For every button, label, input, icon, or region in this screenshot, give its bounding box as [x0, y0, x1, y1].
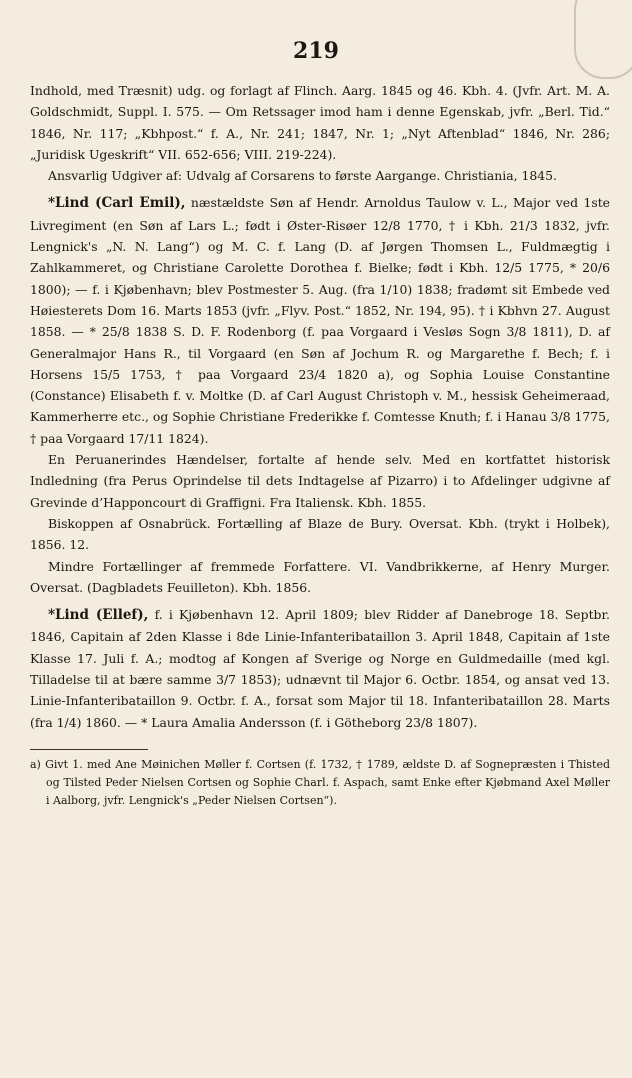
page-body [30, 80, 610, 810]
entry-lind-ellef [30, 604, 610, 733]
paragraph-peruanerinde: En Peruanerindes Hændelser, fortalte af hende selv. Med en kortfattet historisk Indledning (fra Perus Oprindelse til dets Indtagelse af Pizarro) i to Afdelinger udgivne af Grevinde d’Happoncourt di Graffigni. Fra Italiensk. Kbh. 1855. [30, 452, 610, 510]
footnote: a) Givt 1. med Ane Møinichen Møller f. Cortsen (f. 1732, † 1789, ældste D. af Sognepræsten i Thisted og Tilsted Peder Nielsen Cortsen og Sophie Charl. f. Aspach, samt Enke efter Kjøbmand Axel Møller i Aalborg, jvfr. Lengnick's „Peder Nielsen Cortsen“). [30, 757, 610, 807]
entry-text: f. i Kjøbenhavn 12. April 1809; blev Ridder af Danebroge 18. Septbr. 1846, Capitain af 2den Klasse i 8de Linie-Infanteribataillon 3. April 1848, Capitain af 1ste Klasse 17. Juli f. A.; modtog af Kongen af Sverige og Norge en Guldmedaille (med kgl. Tilladelse til at bære samme 3/7 1853); udnævnt til Major 6. Octbr. 1854, og ansat ved 13. Linie-Infanteribataillon 9. Octbr. f. A., forsat som Major til 18. Infanteribataillon 28. Marts (fra 1/4) 1860. — * Laura Amalia Andersson (f. i Götheborg 23/8 1807). [30, 607, 610, 730]
paragraph-continuation: Indhold, med Træsnit) udg. og forlagt af Flinch. Aarg. 1845 og 46. Kbh. 4. (Jvfr. Art. M. A. Goldschmidt, Suppl. I. 575. — Om Retssager imod ham i denne Egenskab, jvfr. „Berl. Tid.“ 1846, Nr. 117; „Kbhpost.“ f. A., Nr. 241; 1847, Nr. 1; „Nyt Aftenblad“ 1846, Nr. 286; „Juridisk Ugeskrift“ VII. 652-656; VIII. 219-224). [30, 83, 610, 162]
entry-heading: *Lind (Carl Emil), [48, 195, 186, 212]
paragraph-biskoppen: Biskoppen af Osnabrück. Fortælling af Blaze de Bury. Oversat. Kbh. (trykt i Holbek), 1856. 12. [30, 515, 610, 553]
footnote-divider [30, 749, 148, 750]
entry-text: næstældste Søn af Hendr. Arnoldus Taulow v. L., Major ved 1ste Livregiment (en Søn af Lars L.; født i Øster-Risøer 12/8 1770, † i Kbh. 21/3 1832, jvfr. Lengnick's „N. N. Lang“) og M. C. f. Lang (D. af Jørgen Thomsen L., Fuldmægtig i Zahlkammeret, og Christiane Carolette Dorothea f. Bielke; født i Kbh. 12/5 1775, * 20/6 1800); — f. i Kjøbenhavn; blev Postmester 5. Aug. (fra 1/10) 1838; fradømt sit Embede ved Høiesterets Dom 16. Marts 1853 (jvfr. „Flyv. Post.“ 1852, Nr. 194, 95). † i Kbhvn 27. August 1858. — * 25/8 1838 S. D. F. Rodenborg (f. paa Vorgaard i Vesløs Sogn 3/8 1811), D. af Generalmajor Hans R., til Vorgaard (en Søn af Jochum R. og Margarethe f. Bech; f. i Horsens 15/5 1753, † paa Vorgaard 23/4 1820 a), og Sophia Louise Constantine (Constance) Elisabeth f. v. Moltke (D. af Carl August Christoph v. M., hessisk Geheimeraad, Kammerherre etc., og Sophie Christiane Frederikke f. Comtesse Knuth; f. i Hanau 3/8 1775, † paa Vorgaard 17/11 1824). [30, 195, 611, 446]
entry-heading: *Lind (Ellef), [48, 607, 149, 624]
paragraph-ansvarlig: Ansvarlig Udgiver af: Udvalg af Corsarens to første Aargange. Christiania, 1845. [48, 168, 557, 184]
entry-lind-carl [30, 192, 610, 449]
page-number: 219 [293, 38, 339, 64]
paragraph-mindre: Mindre Fortællinger af fremmede Forfattere. VI. Vandbrikkerne, af Henry Murger. Oversat. (Dagbladets Feuilleton). Kbh. 1856. [30, 558, 610, 595]
